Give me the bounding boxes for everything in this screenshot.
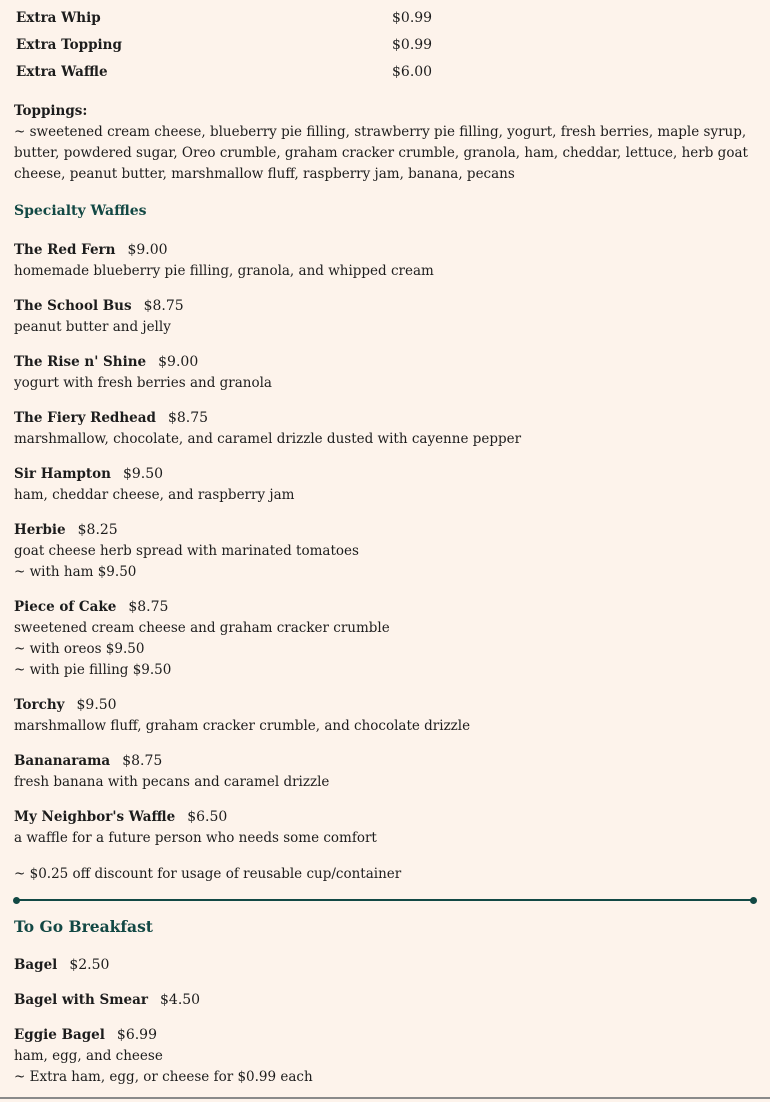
item-variation: ~ with ham $9.50 (14, 564, 137, 580)
extras-list (16, 8, 456, 89)
item-description: sweetened cream cheese and graham cracker crumble (14, 620, 390, 636)
item-name: Bagel (14, 957, 58, 973)
menu-item (14, 990, 754, 1011)
item-price: $9.50 (122, 466, 164, 482)
menu-item (14, 807, 754, 849)
menu-item (14, 751, 754, 793)
specialty-waffles-heading: Specialty Waffles (14, 203, 147, 219)
extra-item-name: Extra Topping (16, 37, 122, 53)
toppings-text: ~ sweetened cream cheese, blueberry pie filling, strawberry pie filling, yogurt, fresh berries, maple syrup, butter, powdered sugar, Oreo crumble, graham cracker crumble, granola, ham, cheddar, lettuce, herb goat cheese, peanut butter, marshmallow fluff, raspberry jam, banana, pecans (14, 124, 748, 182)
item-price: $8.25 (77, 522, 118, 538)
toppings-block (14, 101, 756, 185)
to-go-breakfast-heading: To Go Breakfast (14, 917, 153, 936)
divider-dot-left (13, 897, 20, 904)
item-price: $8.75 (143, 298, 184, 314)
divider-dot-right (750, 897, 757, 904)
specialty-items (14, 240, 754, 863)
menu-item (14, 352, 754, 394)
item-name: Piece of Cake (14, 599, 117, 615)
menu-item (14, 408, 754, 450)
extra-item-name: Extra Whip (16, 10, 101, 26)
item-price: $9.00 (127, 242, 168, 258)
item-description: yogurt with fresh berries and granola (14, 375, 272, 391)
menu-item (14, 240, 754, 282)
menu-item (14, 296, 754, 338)
item-description: goat cheese herb spread with marinated tomatoes (14, 543, 359, 559)
item-price: $8.75 (128, 599, 169, 615)
item-price: $9.50 (76, 697, 117, 713)
item-price: $9.00 (158, 354, 199, 370)
item-name: Bagel with Smear (14, 992, 148, 1008)
section-divider (16, 899, 754, 901)
item-name: The Red Fern (14, 242, 116, 258)
menu-item (14, 1025, 754, 1088)
menu-item (14, 955, 754, 976)
item-name: Herbie (14, 522, 66, 538)
item-name: The Fiery Redhead (14, 410, 156, 426)
item-description: homemade blueberry pie filling, granola, and whipped cream (14, 263, 434, 279)
item-price: $4.50 (160, 992, 201, 1008)
item-description: ham, cheddar cheese, and raspberry jam (14, 487, 295, 503)
reusable-cup-discount-note: ~ $0.25 off discount for usage of reusable cup/container (14, 866, 402, 882)
extra-item-price: $6.00 (392, 64, 433, 80)
item-name: Bananarama (14, 753, 111, 769)
item-price: $6.99 (116, 1027, 157, 1043)
extra-item-price: $0.99 (392, 37, 433, 53)
menu-item (14, 695, 754, 737)
item-description: marshmallow, chocolate, and caramel drizzle dusted with cayenne pepper (14, 431, 522, 447)
item-name: The Rise n' Shine (14, 354, 147, 370)
item-price: $6.50 (187, 809, 228, 825)
item-name: My Neighbor's Waffle (14, 809, 176, 825)
extra-item (16, 35, 456, 62)
item-description: peanut butter and jelly (14, 319, 171, 335)
item-variation: ~ Extra ham, egg, or cheese for $0.99 each (14, 1069, 313, 1085)
item-name: The School Bus (14, 298, 132, 314)
extra-item (16, 8, 456, 35)
item-variation: ~ with oreos $9.50 (14, 641, 145, 657)
toppings-label: Toppings: (14, 103, 88, 119)
item-price: $8.75 (167, 410, 209, 426)
item-description: marshmallow fluff, graham cracker crumble, and chocolate drizzle (14, 718, 471, 734)
item-description: a waffle for a future person who needs some comfort (14, 830, 377, 846)
item-name: Torchy (14, 697, 65, 713)
item-description: ham, egg, and cheese (14, 1048, 163, 1064)
item-price: $8.75 (122, 753, 163, 769)
item-description: fresh banana with pecans and caramel drizzle (14, 774, 330, 790)
item-variation: ~ with pie filling $9.50 (14, 662, 172, 678)
menu-item (14, 597, 754, 681)
to-go-items (14, 955, 754, 1102)
menu-item (14, 520, 754, 583)
item-name: Eggie Bagel (14, 1027, 105, 1043)
item-price: $2.50 (69, 957, 110, 973)
menu-item (14, 464, 754, 506)
item-name: Sir Hampton (14, 466, 111, 482)
extra-item (16, 62, 456, 89)
extra-item-name: Extra Waffle (16, 64, 108, 80)
extra-item-price: $0.99 (392, 10, 433, 26)
